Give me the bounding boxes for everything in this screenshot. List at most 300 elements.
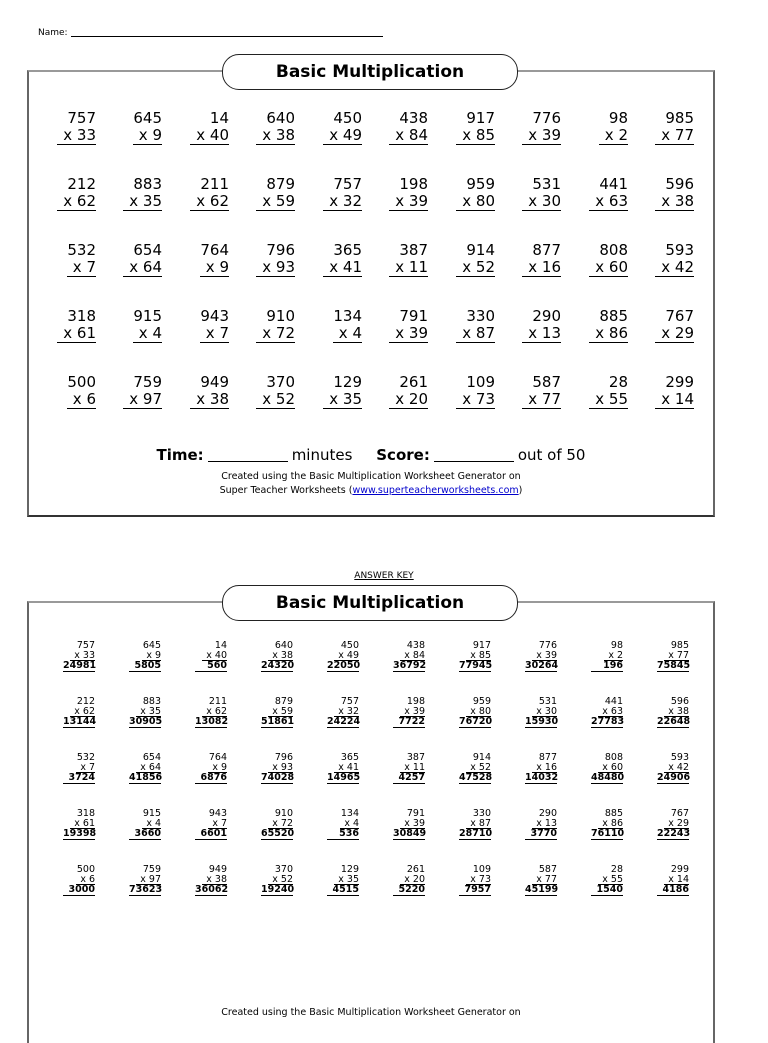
multiplicand: 759 bbox=[133, 373, 162, 391]
problem bbox=[578, 110, 628, 145]
credit-link[interactable]: www.superteacherworksheets.com bbox=[352, 485, 519, 496]
problem bbox=[445, 242, 495, 277]
multiplier: x 2 bbox=[604, 651, 623, 662]
multiplicand: 28 bbox=[608, 373, 628, 391]
multiplicand: 757 bbox=[333, 175, 362, 193]
product: 51861 bbox=[261, 716, 295, 727]
multiplier: x 77 bbox=[664, 651, 689, 662]
multiplier: x 59 bbox=[268, 707, 293, 718]
multiplicand: 757 bbox=[76, 640, 95, 651]
time-blank[interactable] bbox=[208, 461, 288, 462]
product: 74028 bbox=[261, 772, 295, 783]
answer-problem bbox=[63, 753, 95, 784]
multiplier: x 87 bbox=[456, 325, 495, 343]
multiplicand: 212 bbox=[67, 175, 96, 193]
multiplier: x 35 bbox=[334, 875, 359, 886]
multiplicand: 370 bbox=[266, 373, 295, 391]
multiplier: x 39 bbox=[522, 127, 561, 145]
multiplier: x 2 bbox=[599, 127, 628, 145]
multiplicand: 365 bbox=[340, 752, 359, 763]
multiplier: x 38 bbox=[256, 127, 295, 145]
product: 3000 bbox=[63, 885, 95, 896]
product: 27783 bbox=[591, 716, 625, 727]
multiplier: x 30 bbox=[532, 707, 557, 718]
multiplicand: 109 bbox=[466, 373, 495, 391]
problem bbox=[578, 242, 628, 277]
problem bbox=[112, 374, 162, 409]
multiplicand: 531 bbox=[532, 175, 561, 193]
multiplicand: 949 bbox=[208, 864, 227, 875]
multiplier: x 93 bbox=[268, 763, 293, 774]
multiplier: x 39 bbox=[389, 325, 428, 343]
multiplicand: 14 bbox=[214, 640, 227, 651]
answer-problem bbox=[195, 809, 227, 840]
multiplicand: 757 bbox=[340, 696, 359, 707]
problem bbox=[179, 374, 229, 409]
multiplier: x 39 bbox=[532, 651, 557, 662]
answer-problem bbox=[327, 697, 359, 728]
credit-line-1: Created using the Basic Multiplication Worksheet Generator on bbox=[221, 471, 521, 482]
problem bbox=[112, 242, 162, 277]
product: 47528 bbox=[459, 772, 493, 783]
product: 75845 bbox=[657, 660, 691, 671]
answer-problem bbox=[525, 697, 557, 728]
multiplier: x 9 bbox=[200, 259, 229, 277]
multiplicand: 532 bbox=[67, 241, 96, 259]
multiplicand: 531 bbox=[538, 696, 557, 707]
multiplier: x 73 bbox=[466, 875, 491, 886]
answer-problem bbox=[195, 641, 227, 672]
multiplier: x 49 bbox=[323, 127, 362, 145]
multiplier: x 72 bbox=[256, 325, 295, 343]
multiplicand: 441 bbox=[599, 175, 628, 193]
multiplicand: 776 bbox=[532, 109, 561, 127]
multiplicand: 917 bbox=[466, 109, 495, 127]
product: 4515 bbox=[327, 885, 359, 896]
multiplicand: 654 bbox=[142, 752, 161, 763]
multiplicand: 776 bbox=[538, 640, 557, 651]
multiplier: x 52 bbox=[456, 259, 495, 277]
multiplicand: 198 bbox=[406, 696, 425, 707]
answer-problem bbox=[459, 753, 491, 784]
multiplicand: 299 bbox=[665, 373, 694, 391]
multiplier: x 80 bbox=[456, 193, 495, 211]
problem bbox=[378, 110, 428, 145]
credit-line-2 bbox=[29, 484, 713, 498]
multiplier: x 52 bbox=[268, 875, 293, 886]
problem bbox=[378, 242, 428, 277]
time-score-line bbox=[29, 446, 713, 464]
product: 30264 bbox=[525, 660, 559, 671]
multiplier: x 41 bbox=[334, 763, 359, 774]
problem bbox=[46, 176, 96, 211]
multiplier: x 41 bbox=[323, 259, 362, 277]
product: 1540 bbox=[591, 885, 623, 896]
multiplicand: 299 bbox=[670, 864, 689, 875]
multiplier: x 4 bbox=[333, 325, 362, 343]
answer-problem bbox=[393, 697, 425, 728]
multiplier: x 60 bbox=[589, 259, 628, 277]
out-of-text: out of 50 bbox=[517, 446, 586, 464]
product: 3660 bbox=[129, 829, 161, 840]
credit-text bbox=[29, 470, 713, 498]
answer-problem bbox=[129, 641, 161, 672]
answer-problem bbox=[591, 865, 623, 896]
problem bbox=[312, 308, 362, 343]
answer-problem bbox=[261, 641, 293, 672]
multiplier: x 6 bbox=[76, 875, 95, 886]
product: 5220 bbox=[393, 885, 425, 896]
answer-problem bbox=[459, 809, 491, 840]
answer-problem bbox=[63, 865, 95, 896]
multiplicand: 640 bbox=[274, 640, 293, 651]
answer-problem bbox=[393, 641, 425, 672]
product: 22050 bbox=[327, 660, 361, 671]
multiplier: x 6 bbox=[67, 391, 96, 409]
multiplier: x 93 bbox=[256, 259, 295, 277]
multiplicand: 261 bbox=[406, 864, 425, 875]
multiplier: x 62 bbox=[70, 707, 95, 718]
multiplicand: 796 bbox=[274, 752, 293, 763]
minutes-text: minutes bbox=[291, 446, 353, 464]
product: 196 bbox=[591, 661, 623, 672]
problem bbox=[245, 110, 295, 145]
multiplier: x 39 bbox=[389, 193, 428, 211]
multiplicand: 450 bbox=[340, 640, 359, 651]
product: 19398 bbox=[63, 828, 97, 839]
multiplicand: 290 bbox=[532, 307, 561, 325]
problem bbox=[511, 110, 561, 145]
problem bbox=[312, 176, 362, 211]
multiplicand: 759 bbox=[142, 864, 161, 875]
multiplicand: 640 bbox=[266, 109, 295, 127]
multiplicand: 877 bbox=[532, 241, 561, 259]
problem bbox=[179, 242, 229, 277]
multiplicand: 330 bbox=[472, 808, 491, 819]
problem bbox=[179, 176, 229, 211]
multiplier: x 16 bbox=[522, 259, 561, 277]
product: 6876 bbox=[195, 773, 227, 784]
multiplicand: 879 bbox=[266, 175, 295, 193]
multiplier: x 49 bbox=[334, 651, 359, 662]
multiplier: x 80 bbox=[466, 707, 491, 718]
multiplier: x 97 bbox=[136, 875, 161, 886]
product: 536 bbox=[327, 829, 359, 840]
problem bbox=[511, 176, 561, 211]
multiplicand: 129 bbox=[340, 864, 359, 875]
multiplier: x 32 bbox=[323, 193, 362, 211]
multiplier: x 85 bbox=[456, 127, 495, 145]
multiplicand: 877 bbox=[538, 752, 557, 763]
multiplicand: 587 bbox=[538, 864, 557, 875]
multiplicand: 211 bbox=[200, 175, 229, 193]
multiplier: x 86 bbox=[598, 819, 623, 830]
problem bbox=[644, 374, 694, 409]
multiplier: x 84 bbox=[389, 127, 428, 145]
product: 3724 bbox=[63, 773, 95, 784]
product: 41856 bbox=[129, 772, 163, 783]
problem bbox=[511, 374, 561, 409]
answer-problem bbox=[591, 697, 623, 728]
product: 7722 bbox=[393, 717, 425, 728]
problem bbox=[245, 374, 295, 409]
multiplier: x 42 bbox=[664, 763, 689, 774]
multiplicand: 261 bbox=[399, 373, 428, 391]
multiplicand: 943 bbox=[200, 307, 229, 325]
problem bbox=[312, 242, 362, 277]
multiplier: x 39 bbox=[400, 819, 425, 830]
multiplier: x 62 bbox=[190, 193, 229, 211]
product: 24224 bbox=[327, 716, 361, 727]
multiplicand: 211 bbox=[208, 696, 227, 707]
product: 13144 bbox=[63, 716, 97, 727]
multiplier: x 9 bbox=[208, 763, 227, 774]
name-blank[interactable] bbox=[71, 36, 383, 37]
multiplier: x 77 bbox=[655, 127, 694, 145]
multiplicand: 943 bbox=[208, 808, 227, 819]
credit-suffix: ) bbox=[518, 485, 523, 496]
problem bbox=[245, 308, 295, 343]
product: 48480 bbox=[591, 772, 625, 783]
product: 65520 bbox=[261, 828, 295, 839]
problem bbox=[644, 176, 694, 211]
problem bbox=[378, 308, 428, 343]
multiplicand: 959 bbox=[472, 696, 491, 707]
multiplier: x 20 bbox=[389, 391, 428, 409]
multiplier: x 85 bbox=[466, 651, 491, 662]
multiplicand: 645 bbox=[142, 640, 161, 651]
answer-problem bbox=[327, 865, 359, 896]
problem bbox=[511, 242, 561, 277]
multiplicand: 757 bbox=[67, 109, 96, 127]
multiplicand: 596 bbox=[670, 696, 689, 707]
problem bbox=[245, 176, 295, 211]
problem bbox=[312, 374, 362, 409]
product: 24320 bbox=[261, 660, 295, 671]
answer-problem bbox=[525, 865, 557, 896]
name-row bbox=[38, 28, 383, 38]
multiplicand: 387 bbox=[399, 241, 428, 259]
multiplicand: 14 bbox=[209, 109, 229, 127]
multiplier: x 77 bbox=[532, 875, 557, 886]
name-label: Name: bbox=[38, 28, 68, 38]
product: 36792 bbox=[393, 660, 427, 671]
multiplicand: 593 bbox=[665, 241, 694, 259]
multiplier: x 39 bbox=[400, 707, 425, 718]
multiplicand: 915 bbox=[133, 307, 162, 325]
multiplier: x 63 bbox=[589, 193, 628, 211]
problem bbox=[245, 242, 295, 277]
product: 30905 bbox=[129, 716, 163, 727]
multiplicand: 985 bbox=[665, 109, 694, 127]
product: 14032 bbox=[525, 772, 559, 783]
multiplier: x 55 bbox=[598, 875, 623, 886]
product: 76110 bbox=[591, 828, 625, 839]
multiplier: x 20 bbox=[400, 875, 425, 886]
multiplier: x 38 bbox=[190, 391, 229, 409]
answer-problem bbox=[327, 809, 359, 840]
product: 4186 bbox=[657, 885, 689, 896]
multiplicand: 593 bbox=[670, 752, 689, 763]
multiplier: x 62 bbox=[202, 707, 227, 718]
multiplier: x 4 bbox=[133, 325, 162, 343]
answer-problem bbox=[63, 641, 95, 672]
answer-problem bbox=[591, 809, 623, 840]
product: 24981 bbox=[63, 660, 97, 671]
multiplier: x 42 bbox=[655, 259, 694, 277]
problem bbox=[644, 110, 694, 145]
product: 73623 bbox=[129, 884, 163, 895]
problem bbox=[179, 110, 229, 145]
multiplicand: 532 bbox=[76, 752, 95, 763]
multiplier: x 29 bbox=[655, 325, 694, 343]
multiplicand: 370 bbox=[274, 864, 293, 875]
problem bbox=[46, 110, 96, 145]
multiplicand: 134 bbox=[340, 808, 359, 819]
multiplicand: 28 bbox=[610, 864, 623, 875]
multiplier: x 7 bbox=[208, 819, 227, 830]
multiplier: x 35 bbox=[123, 193, 162, 211]
multiplicand: 914 bbox=[466, 241, 495, 259]
worksheet-panel bbox=[27, 62, 715, 517]
answer-problem bbox=[657, 641, 689, 672]
multiplicand: 438 bbox=[399, 109, 428, 127]
multiplicand: 791 bbox=[399, 307, 428, 325]
multiplier: x 55 bbox=[589, 391, 628, 409]
multiplicand: 212 bbox=[76, 696, 95, 707]
multiplier: x 4 bbox=[340, 819, 359, 830]
multiplicand: 914 bbox=[472, 752, 491, 763]
answer-problem bbox=[591, 753, 623, 784]
multiplier: x 13 bbox=[522, 325, 561, 343]
multiplicand: 587 bbox=[532, 373, 561, 391]
problem bbox=[511, 308, 561, 343]
product: 45199 bbox=[525, 884, 559, 895]
product: 19240 bbox=[261, 884, 295, 895]
multiplier: x 30 bbox=[522, 193, 561, 211]
multiplicand: 318 bbox=[67, 307, 96, 325]
multiplicand: 949 bbox=[200, 373, 229, 391]
multiplicand: 500 bbox=[76, 864, 95, 875]
answer-problem bbox=[525, 753, 557, 784]
answer-problem bbox=[657, 753, 689, 784]
product: 77945 bbox=[459, 660, 493, 671]
multiplier: x 16 bbox=[532, 763, 557, 774]
multiplicand: 290 bbox=[538, 808, 557, 819]
multiplier: x 64 bbox=[136, 763, 161, 774]
answer-problem bbox=[393, 865, 425, 896]
problem bbox=[445, 308, 495, 343]
multiplier: x 35 bbox=[136, 707, 161, 718]
multiplicand: 985 bbox=[670, 640, 689, 651]
multiplier: x 86 bbox=[589, 325, 628, 343]
multiplicand: 808 bbox=[604, 752, 623, 763]
multiplicand: 387 bbox=[406, 752, 425, 763]
multiplicand: 917 bbox=[472, 640, 491, 651]
answer-problem bbox=[459, 641, 491, 672]
problem bbox=[644, 308, 694, 343]
problem bbox=[578, 176, 628, 211]
multiplier: x 9 bbox=[133, 127, 162, 145]
problem bbox=[112, 176, 162, 211]
multiplier: x 4 bbox=[142, 819, 161, 830]
multiplier: x 62 bbox=[57, 193, 96, 211]
multiplicand: 883 bbox=[142, 696, 161, 707]
product: 14965 bbox=[327, 772, 361, 783]
answer-problem bbox=[327, 641, 359, 672]
product: 6601 bbox=[195, 829, 227, 840]
product: 36062 bbox=[195, 884, 229, 895]
multiplier: x 87 bbox=[466, 819, 491, 830]
answer-problem bbox=[459, 865, 491, 896]
multiplier: x 77 bbox=[522, 391, 561, 409]
answer-problem bbox=[261, 753, 293, 784]
problem bbox=[378, 374, 428, 409]
multiplier: x 38 bbox=[268, 651, 293, 662]
multiplicand: 808 bbox=[599, 241, 628, 259]
multiplier: x 97 bbox=[123, 391, 162, 409]
score-blank[interactable] bbox=[434, 461, 514, 462]
multiplicand: 885 bbox=[599, 307, 628, 325]
answer-problem bbox=[129, 753, 161, 784]
multiplicand: 500 bbox=[67, 373, 96, 391]
problem bbox=[578, 308, 628, 343]
multiplicand: 98 bbox=[608, 109, 628, 127]
multiplicand: 764 bbox=[200, 241, 229, 259]
multiplicand: 134 bbox=[333, 307, 362, 325]
answer-key-label: ANSWER KEY bbox=[354, 571, 414, 581]
score-label: Score: bbox=[376, 446, 430, 464]
multiplicand: 198 bbox=[399, 175, 428, 193]
problem bbox=[46, 242, 96, 277]
answer-problem bbox=[63, 809, 95, 840]
product: 13082 bbox=[195, 716, 229, 727]
answer-problem bbox=[657, 865, 689, 896]
answer-key-panel bbox=[27, 593, 715, 1043]
multiplier: x 52 bbox=[466, 763, 491, 774]
multiplicand: 365 bbox=[333, 241, 362, 259]
multiplier: x 13 bbox=[532, 819, 557, 830]
multiplier: x 11 bbox=[400, 763, 425, 774]
multiplicand: 645 bbox=[133, 109, 162, 127]
problem bbox=[445, 374, 495, 409]
multiplicand: 915 bbox=[142, 808, 161, 819]
credit-prefix: Super Teacher Worksheets ( bbox=[219, 485, 353, 496]
product: 22648 bbox=[657, 716, 691, 727]
worksheet-footer bbox=[29, 446, 713, 498]
multiplicand: 438 bbox=[406, 640, 425, 651]
answer-problem bbox=[195, 865, 227, 896]
multiplier: x 63 bbox=[598, 707, 623, 718]
answer-key-title: Basic Multiplication bbox=[222, 585, 518, 621]
multiplicand: 109 bbox=[472, 864, 491, 875]
multiplicand: 910 bbox=[266, 307, 295, 325]
product: 76720 bbox=[459, 716, 493, 727]
answer-problem bbox=[327, 753, 359, 784]
problem bbox=[445, 176, 495, 211]
multiplier: x 29 bbox=[664, 819, 689, 830]
product: 3770 bbox=[525, 829, 557, 840]
multiplicand: 910 bbox=[274, 808, 293, 819]
multiplier: x 59 bbox=[256, 193, 295, 211]
multiplier: x 38 bbox=[655, 193, 694, 211]
multiplier: x 72 bbox=[268, 819, 293, 830]
answer-problem bbox=[459, 697, 491, 728]
multiplicand: 883 bbox=[133, 175, 162, 193]
product: 22243 bbox=[657, 828, 691, 839]
problem bbox=[644, 242, 694, 277]
answer-problem bbox=[393, 753, 425, 784]
